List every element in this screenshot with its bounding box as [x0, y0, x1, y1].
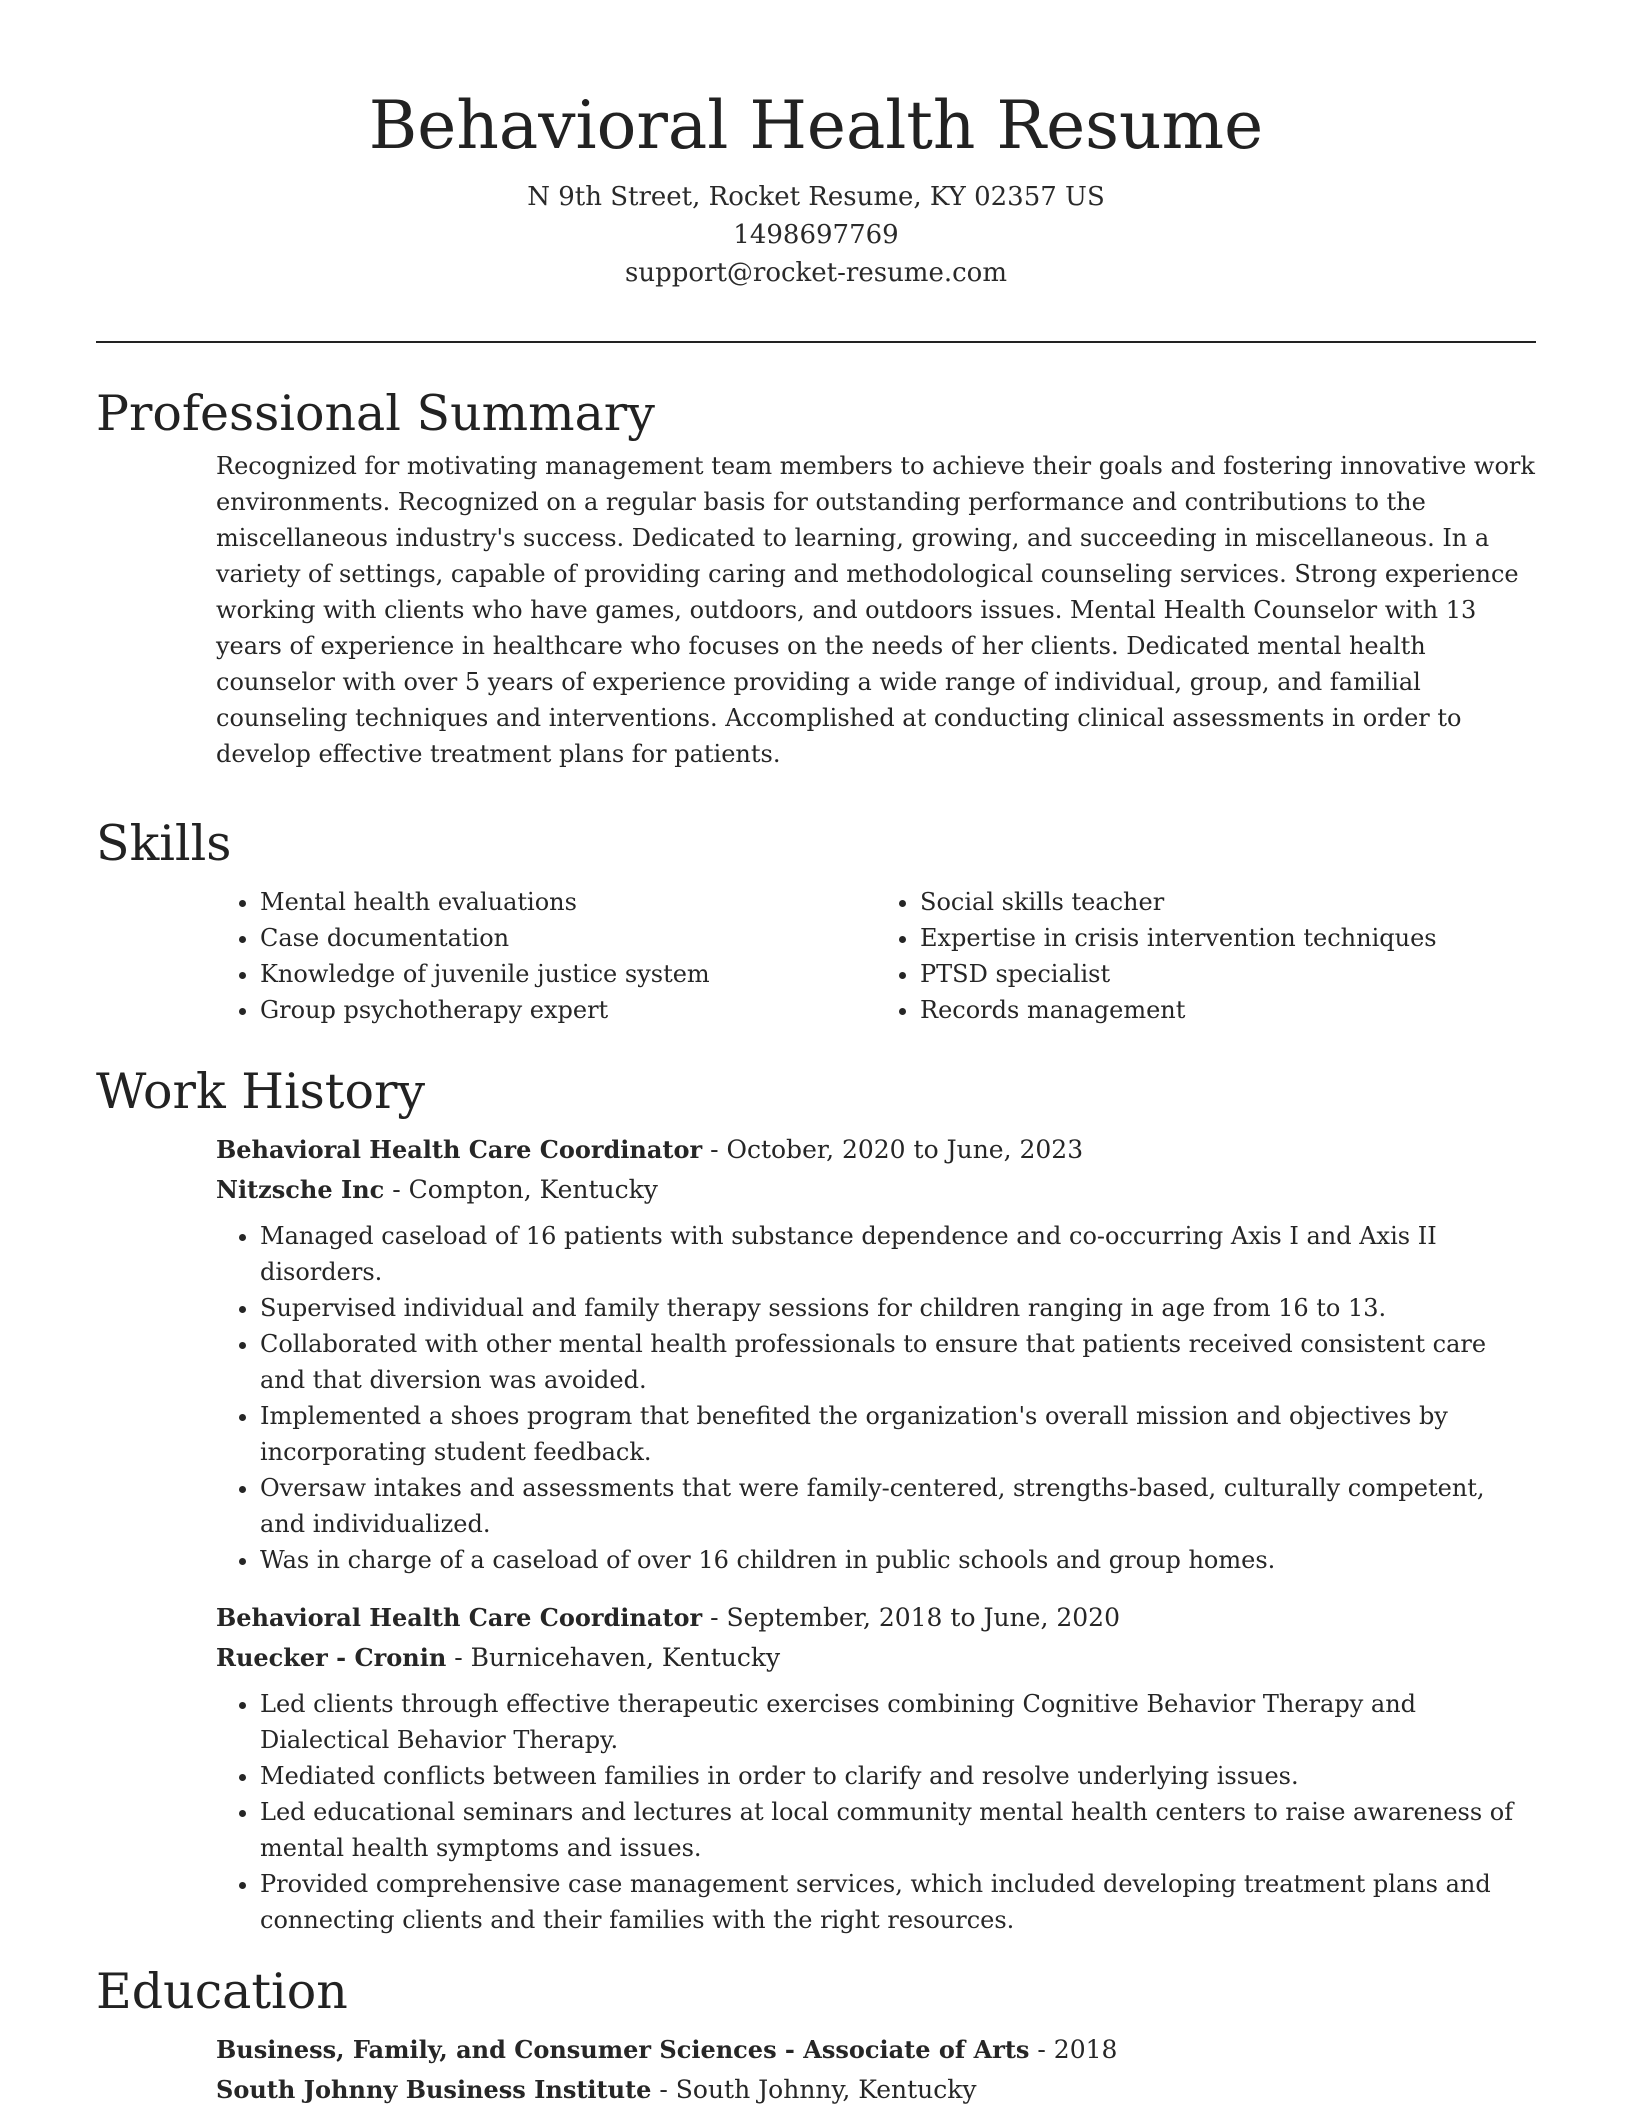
education-school: South Johnny Business Institute	[216, 2075, 652, 2104]
education-location: - South Johnny, Kentucky	[651, 2075, 977, 2104]
skill-item: • Knowledge of juvenile justice system	[260, 956, 876, 992]
job-dates: - October, 2020 to June, 2023	[702, 1135, 1084, 1164]
summary-section	[96, 384, 1536, 772]
skills-title: Skills	[96, 815, 232, 872]
skills-column-right	[876, 884, 1536, 1028]
skills-column-left	[216, 884, 876, 1028]
work-body	[216, 1130, 1536, 1938]
skill-item: • PTSD specialist	[920, 956, 1536, 992]
job-bullet: • Provided comprehensive case management services, which included developing treatment plans and connecting clients and their families with the right resources.	[260, 1866, 1536, 1938]
job-bullet: • Led educational seminars and lectures at local community mental health centers to raise awareness of mental health symptoms and issues.	[260, 1794, 1536, 1866]
skill-item: • Mental health evaluations	[260, 884, 876, 920]
job-bullet: • Was in charge of a caseload of over 16 children in public schools and group homes.	[260, 1542, 1536, 1578]
job-company: Nitzsche Inc	[216, 1175, 385, 1204]
job-bullets	[216, 1686, 1536, 1938]
summary-body	[216, 448, 1536, 772]
education-body	[216, 2030, 1536, 2110]
contact-phone: 1498697769	[733, 220, 899, 250]
work-title: Work History	[96, 1063, 426, 1120]
education-year: - 2018	[1029, 2035, 1118, 2064]
skill-item: • Social skills teacher	[920, 884, 1536, 920]
resume-header	[0, 0, 1632, 292]
summary-text: Recognized for motivating management team members to achieve their goals and fostering innovative work environments. Recognized on a regular basis for outstanding performance and contributions to the miscellaneous industry's success. Dedicated to learning, growing, and succeeding in miscellaneous. In a variety of settings, capable of providing caring and methodological counseling services. Strong experience working with clients who have games, outdoors, and outdoors issues. Mental Health Counselor with 13 years of experience in healthcare who focuses on the needs of her clients. Dedicated mental health counselor with over 5 years of experience providing a wide range of individual, group, and familial counseling techniques and interventions. Accomplished at conducting clinical assessments in order to develop effective treatment plans for patients.	[216, 452, 1535, 768]
job-title-line	[216, 1598, 1536, 1638]
skills-section	[96, 814, 1536, 1028]
contact-email: support@rocket-resume.com	[624, 258, 1007, 288]
skills-body	[216, 884, 1536, 1028]
education-field: Business, Family, and Consumer Sciences	[216, 2035, 777, 2064]
education-degree: - Associate of Arts	[776, 2035, 1030, 2064]
job-title-line	[216, 1130, 1536, 1170]
skill-item: • Case documentation	[260, 920, 876, 956]
contact-address: N 9th Street, Rocket Resume, KY 02357 US	[527, 182, 1105, 212]
job-role: Behavioral Health Care Coordinator	[216, 1135, 703, 1164]
skill-item: • Expertise in crisis intervention techniques	[920, 920, 1536, 956]
job-location: - Compton, Kentucky	[384, 1175, 658, 1204]
job-company: Ruecker - Cronin	[216, 1643, 447, 1672]
skill-item: • Group psychotherapy expert	[260, 992, 876, 1028]
job-bullet: • Collaborated with other mental health professionals to ensure that patients received consistent care and that diversion was avoided.	[260, 1326, 1536, 1398]
job-bullet: • Implemented a shoes program that benefited the organization's overall mission and objectives by incorporating student feedback.	[260, 1398, 1536, 1470]
job-entry	[216, 1598, 1536, 1938]
education-degree-line	[216, 2030, 1536, 2070]
summary-title: Professional Summary	[96, 385, 655, 442]
education-school-line	[216, 2070, 1536, 2110]
job-entry	[216, 1130, 1536, 1578]
job-dates: - September, 2018 to June, 2020	[702, 1603, 1120, 1632]
job-bullet: • Mediated conflicts between families in order to clarify and resolve underlying issues.	[260, 1758, 1536, 1794]
job-bullet: • Oversaw intakes and assessments that were family-centered, strengths-based, culturally competent, and individualized.	[260, 1470, 1536, 1542]
job-role: Behavioral Health Care Coordinator	[216, 1603, 703, 1632]
job-company-line	[216, 1170, 1536, 1210]
job-bullets	[216, 1218, 1536, 1578]
education-section	[96, 1962, 1536, 2110]
contact-block	[0, 178, 1632, 292]
education-title: Education	[96, 1963, 348, 2020]
job-bullet: • Led clients through effective therapeutic exercises combining Cognitive Behavior Therapy and Dialectical Behavior Therapy.	[260, 1686, 1536, 1758]
work-section	[96, 1062, 1536, 1938]
job-bullet: • Managed caseload of 16 patients with substance dependence and co-occurring Axis I and Axis II disorders.	[260, 1218, 1536, 1290]
job-bullet: • Supervised individual and family therapy sessions for children ranging in age from 16 to 13.	[260, 1290, 1536, 1326]
skills-grid	[216, 884, 1536, 1028]
job-company-line	[216, 1638, 1536, 1678]
job-location: - Burnicehaven, Kentucky	[446, 1643, 781, 1672]
header-divider	[96, 341, 1536, 343]
resume-name: Behavioral Health Resume	[368, 87, 1264, 164]
skill-item: • Records management	[920, 992, 1536, 1028]
